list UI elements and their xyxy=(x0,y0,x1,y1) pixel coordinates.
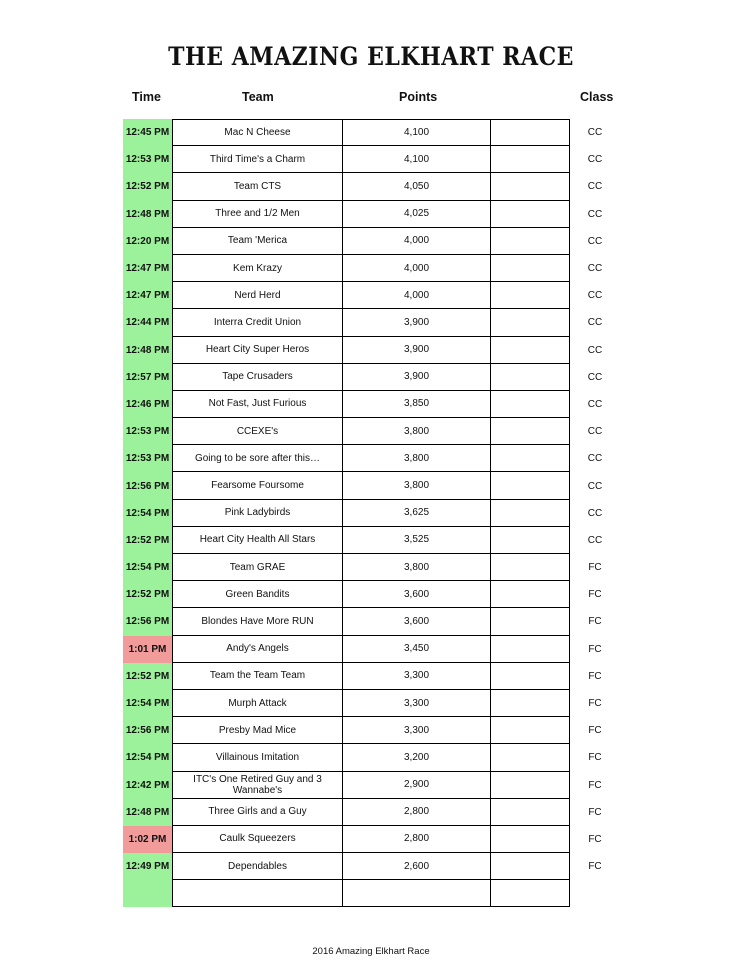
table-row xyxy=(123,772,602,799)
table-row xyxy=(123,146,603,173)
team-cell: Team CTS xyxy=(172,173,343,200)
time-cell: 12:56 PM xyxy=(123,472,172,499)
class-cell: FC xyxy=(588,589,602,601)
class-cell: FC xyxy=(588,562,602,574)
table-row xyxy=(123,554,602,581)
time-cell: 12:49 PM xyxy=(123,853,172,880)
table-row xyxy=(123,445,603,472)
results-table xyxy=(123,119,603,907)
blank-cell xyxy=(491,119,570,146)
blank-cell xyxy=(491,581,570,608)
blank-cell xyxy=(491,663,570,690)
table-row xyxy=(123,418,603,445)
team-cell xyxy=(172,880,343,907)
class-cell: CC xyxy=(587,235,603,247)
time-cell: 1:02 PM xyxy=(123,826,172,853)
table-row xyxy=(123,608,602,635)
blank-cell xyxy=(491,744,570,771)
points-cell: 3,300 xyxy=(343,717,491,744)
blank-cell xyxy=(491,799,570,826)
time-cell: 12:56 PM xyxy=(123,608,172,635)
table-row xyxy=(123,799,602,826)
class-cell: FC xyxy=(588,779,602,791)
team-cell: Not Fast, Just Furious xyxy=(172,391,343,418)
table-row xyxy=(123,255,603,282)
class-cell: CC xyxy=(587,317,603,329)
points-cell: 3,850 xyxy=(343,391,491,418)
class-cell: CC xyxy=(587,181,603,193)
time-cell: 12:53 PM xyxy=(123,445,172,472)
time-cell: 12:52 PM xyxy=(123,581,172,608)
class-cell: FC xyxy=(588,643,602,655)
time-cell: 12:54 PM xyxy=(123,744,172,771)
points-cell: 2,900 xyxy=(343,772,491,799)
team-cell: Mac N Cheese xyxy=(172,119,343,146)
team-cell: Villainous Imitation xyxy=(172,744,343,771)
team-cell: Caulk Squeezers xyxy=(172,826,343,853)
team-cell: Three and 1/2 Men xyxy=(172,201,343,228)
table-row xyxy=(123,282,603,309)
class-cell: CC xyxy=(587,290,603,302)
table-row xyxy=(123,880,570,907)
time-cell: 12:54 PM xyxy=(123,554,172,581)
blank-cell xyxy=(491,201,570,228)
time-cell: 1:01 PM xyxy=(123,636,172,663)
blank-cell xyxy=(491,391,570,418)
points-cell: 3,200 xyxy=(343,744,491,771)
table-row xyxy=(123,364,603,391)
time-cell: 12:47 PM xyxy=(123,255,172,282)
team-cell: Nerd Herd xyxy=(172,282,343,309)
team-cell: Heart City Health All Stars xyxy=(172,527,343,554)
team-cell: Murph Attack xyxy=(172,690,343,717)
team-cell: Interra Credit Union xyxy=(172,309,343,336)
time-cell: 12:42 PM xyxy=(123,772,172,799)
points-cell: 3,800 xyxy=(343,418,491,445)
time-cell: 12:46 PM xyxy=(123,391,172,418)
points-cell: 3,450 xyxy=(343,636,491,663)
class-cell: FC xyxy=(588,752,602,764)
blank-cell xyxy=(491,472,570,499)
class-cell: FC xyxy=(588,833,602,845)
blank-cell xyxy=(491,255,570,282)
blank-cell xyxy=(491,364,570,391)
time-cell xyxy=(123,880,172,907)
class-cell: CC xyxy=(587,398,603,410)
time-cell: 12:48 PM xyxy=(123,799,172,826)
points-cell: 2,800 xyxy=(343,826,491,853)
points-cell: 3,800 xyxy=(343,554,491,581)
table-row xyxy=(123,500,603,527)
team-cell: Going to be sore after this… xyxy=(172,445,343,472)
blank-cell xyxy=(491,146,570,173)
points-cell: 3,300 xyxy=(343,663,491,690)
column-header-time: Time xyxy=(132,90,161,104)
points-cell: 3,900 xyxy=(343,364,491,391)
blank-cell xyxy=(491,418,570,445)
team-cell: Team GRAE xyxy=(172,554,343,581)
table-row xyxy=(123,853,602,880)
blank-cell xyxy=(491,853,570,880)
points-cell: 2,800 xyxy=(343,799,491,826)
blank-cell xyxy=(491,445,570,472)
blank-cell xyxy=(491,880,570,907)
class-cell: CC xyxy=(587,426,603,438)
points-cell: 4,050 xyxy=(343,173,491,200)
blank-cell xyxy=(491,173,570,200)
time-cell: 12:53 PM xyxy=(123,418,172,445)
team-cell: Team the Team Team xyxy=(172,663,343,690)
points-cell: 3,525 xyxy=(343,527,491,554)
team-cell: Three Girls and a Guy xyxy=(172,799,343,826)
blank-cell xyxy=(491,608,570,635)
points-cell: 4,000 xyxy=(343,282,491,309)
team-cell: ITC's One Retired Guy and 3 Wannabe's xyxy=(172,772,343,799)
time-cell: 12:20 PM xyxy=(123,228,172,255)
points-cell: 3,900 xyxy=(343,309,491,336)
table-row xyxy=(123,826,602,853)
table-row xyxy=(123,690,602,717)
table-row xyxy=(123,636,602,663)
points-cell: 3,900 xyxy=(343,337,491,364)
blank-cell xyxy=(491,282,570,309)
class-cell: CC xyxy=(587,208,603,220)
team-cell: CCEXE's xyxy=(172,418,343,445)
time-cell: 12:45 PM xyxy=(123,119,172,146)
blank-cell xyxy=(491,636,570,663)
team-cell: Pink Ladybirds xyxy=(172,500,343,527)
time-cell: 12:52 PM xyxy=(123,173,172,200)
table-row xyxy=(123,391,603,418)
class-cell: FC xyxy=(588,616,602,628)
team-cell: Tape Crusaders xyxy=(172,364,343,391)
table-row xyxy=(123,337,603,364)
class-cell: CC xyxy=(587,371,603,383)
points-cell: 4,100 xyxy=(343,119,491,146)
team-cell: Kem Krazy xyxy=(172,255,343,282)
table-row xyxy=(123,744,602,771)
column-header-class: Class xyxy=(580,90,614,104)
points-cell: 3,625 xyxy=(343,500,491,527)
points-cell: 3,600 xyxy=(343,608,491,635)
table-row xyxy=(123,119,603,146)
blank-cell xyxy=(491,690,570,717)
points-cell: 3,800 xyxy=(343,445,491,472)
page-footer: 2016 Amazing Elkhart Race xyxy=(312,946,430,957)
blank-cell xyxy=(491,527,570,554)
time-cell: 12:48 PM xyxy=(123,337,172,364)
team-cell: Blondes Have More RUN xyxy=(172,608,343,635)
team-cell: Green Bandits xyxy=(172,581,343,608)
class-cell: CC xyxy=(587,507,603,519)
points-cell: 3,300 xyxy=(343,690,491,717)
team-cell: Presby Mad Mice xyxy=(172,717,343,744)
class-cell: CC xyxy=(587,534,603,546)
team-cell: Andy's Angels xyxy=(172,636,343,663)
points-cell: 4,000 xyxy=(343,228,491,255)
class-cell: FC xyxy=(588,698,602,710)
class-cell: CC xyxy=(587,344,603,356)
table-row xyxy=(123,581,602,608)
class-cell xyxy=(570,880,620,907)
points-cell xyxy=(343,880,491,907)
time-cell: 12:48 PM xyxy=(123,201,172,228)
blank-cell xyxy=(491,554,570,581)
time-cell: 12:54 PM xyxy=(123,690,172,717)
class-cell: CC xyxy=(587,453,603,465)
table-row xyxy=(123,228,603,255)
blank-cell xyxy=(491,717,570,744)
points-cell: 4,100 xyxy=(343,146,491,173)
blank-cell xyxy=(491,337,570,364)
column-header-points: Points xyxy=(399,90,438,104)
time-cell: 12:52 PM xyxy=(123,527,172,554)
column-header-team: Team xyxy=(242,90,274,104)
points-cell: 3,600 xyxy=(343,581,491,608)
table-row xyxy=(123,173,603,200)
page-title: THE AMAZING ELKHART RACE xyxy=(168,42,574,72)
team-cell: Dependables xyxy=(172,853,343,880)
team-cell: Third Time's a Charm xyxy=(172,146,343,173)
points-cell: 2,600 xyxy=(343,853,491,880)
class-cell: FC xyxy=(588,806,602,818)
class-cell: FC xyxy=(588,725,602,737)
class-cell: CC xyxy=(587,480,603,492)
time-cell: 12:53 PM xyxy=(123,146,172,173)
time-cell: 12:57 PM xyxy=(123,364,172,391)
team-cell: Fearsome Foursome xyxy=(172,472,343,499)
time-cell: 12:52 PM xyxy=(123,663,172,690)
time-cell: 12:54 PM xyxy=(123,500,172,527)
class-cell: FC xyxy=(588,670,602,682)
blank-cell xyxy=(491,772,570,799)
class-cell: CC xyxy=(587,263,603,275)
table-row xyxy=(123,201,603,228)
team-cell: Heart City Super Heros xyxy=(172,337,343,364)
class-cell: FC xyxy=(588,861,602,873)
table-row xyxy=(123,717,602,744)
table-row xyxy=(123,527,603,554)
blank-cell xyxy=(491,500,570,527)
time-cell: 12:44 PM xyxy=(123,309,172,336)
points-cell: 4,000 xyxy=(343,255,491,282)
time-cell: 12:56 PM xyxy=(123,717,172,744)
class-cell: CC xyxy=(587,154,603,166)
points-cell: 4,025 xyxy=(343,201,491,228)
blank-cell xyxy=(491,309,570,336)
team-cell: Team 'Merica xyxy=(172,228,343,255)
table-row xyxy=(123,663,602,690)
class-cell: CC xyxy=(587,127,603,139)
blank-cell xyxy=(491,228,570,255)
blank-cell xyxy=(491,826,570,853)
table-row xyxy=(123,309,603,336)
time-cell: 12:47 PM xyxy=(123,282,172,309)
table-row xyxy=(123,472,603,499)
points-cell: 3,800 xyxy=(343,472,491,499)
